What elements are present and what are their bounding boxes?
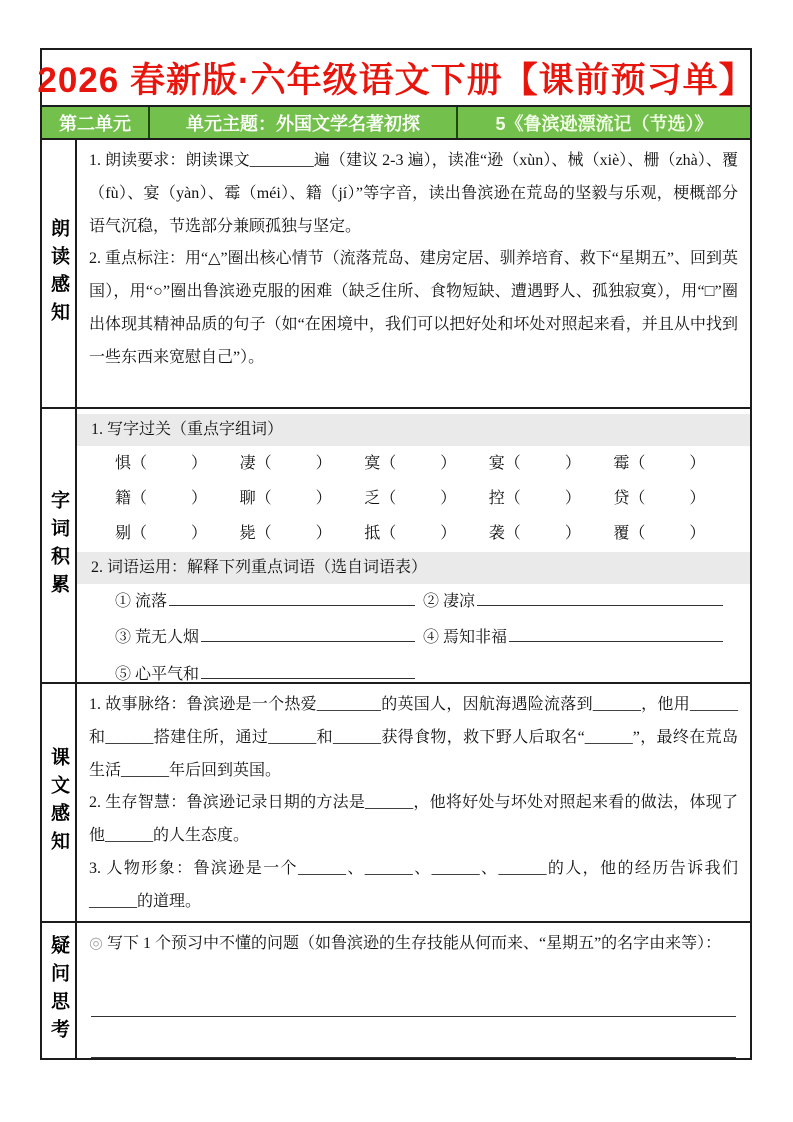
char-fill-cell: [115, 481, 240, 516]
page-title: 2026 春新版·六年级语文下册【课前预习单】: [37, 60, 755, 100]
section-question-thinking: [42, 923, 750, 1058]
target-char: 凄: [239, 455, 256, 472]
paren-close: ）: [564, 525, 581, 543]
char-fill-cell: [364, 516, 489, 551]
paren-open: （: [131, 525, 148, 543]
section-label-reading: 朗读感知: [48, 217, 69, 330]
paren-open: （: [504, 525, 521, 543]
char-fill-cell: [364, 481, 489, 516]
story-outline-paragraph: 1. 故事脉络：鲁滨逊是一个热爱________的英国人，因航海遇险流落到______，他用______和______搭建住所，通过______和______获得食物，救下野人后取名“______”，最终在荒岛生活______年后回到英国。: [89, 696, 738, 779]
text-sense-content: [77, 684, 750, 921]
section-label-col: [42, 923, 77, 1058]
char-fill-cell: [489, 446, 614, 481]
char-fill-cell: [115, 516, 240, 551]
term-item: [115, 657, 423, 682]
char-fill-cell: [240, 516, 365, 551]
target-char: 籍: [115, 490, 132, 508]
question-prompt-text: 写下 1 个预习中不懂的问题（如鲁滨逊的生存技能从何而来、“星期五”的名字由来等）：: [106, 935, 722, 952]
char-fill-cell: [613, 516, 738, 551]
char-row: [89, 516, 738, 551]
unit-theme-cell: 单元主题：外国文学名著初探: [150, 107, 458, 138]
char-fill-cell: [613, 481, 738, 516]
section-label-col: [42, 409, 77, 682]
questions-content: [77, 923, 750, 1058]
paren-open: （: [255, 490, 272, 508]
term-label: ① 流落: [115, 592, 168, 610]
paren-open: （: [131, 490, 148, 508]
char-row: [89, 481, 738, 516]
term-item: [115, 620, 423, 657]
reading-requirement-paragraph: 1. 朗读要求：朗读课文________遍（建议 2-3 遍），读准“逊（xùn）、械（xiè）、栅（zhà）、覆（fù）、宴（yàn）、霉（méi）、籍（jí）”等字音，读出鲁滨逊在荒岛的坚毅与乐观，梗概部分语气沉稳，节选部分兼顾孤独与坚定。: [89, 152, 738, 235]
term-label: ③ 荒无人烟: [115, 629, 200, 647]
paren-close: ）: [191, 455, 208, 472]
paren-close: ）: [564, 455, 581, 472]
term-item: [423, 584, 731, 621]
writing-task-header: 1. 写字过关（重点字组词）: [77, 414, 750, 446]
target-char: 聊: [239, 490, 256, 508]
paren-close: ）: [564, 490, 581, 508]
paren-open: （: [629, 490, 646, 508]
terms-grid: [89, 584, 738, 682]
worksheet-table: [37, 48, 755, 1060]
term-label: ④ 焉知非福: [423, 629, 508, 647]
paren-open: （: [255, 455, 272, 472]
term-blank-line: [169, 590, 415, 606]
paren-open: （: [255, 525, 272, 543]
unit-cell: 第二单元: [42, 107, 150, 138]
survival-wisdom-paragraph: 2. 生存智慧：鲁滨逊记录日期的方法是______，他将好处与坏处对照起来看的做法，体现了他______的人生态度。: [89, 794, 738, 845]
char-fill-cell: [613, 446, 738, 481]
paren-open: （: [380, 525, 397, 543]
char-row: [89, 446, 738, 481]
paren-close: ）: [440, 490, 457, 508]
section-label-text-sense: 课文感知: [48, 746, 69, 859]
unit-header-bar: [42, 107, 750, 140]
term-blank-line: [509, 626, 723, 642]
section-label-questions: 疑问思考: [48, 934, 69, 1047]
title-row: [37, 50, 755, 107]
target-char: 霉: [613, 455, 630, 472]
section-label-col: [42, 684, 77, 921]
paren-open: （: [629, 525, 646, 543]
term-blank-line: [201, 663, 415, 679]
paren-close: ）: [191, 490, 208, 508]
character-image-paragraph: 3. 人物形象：鲁滨逊是一个______、______、______、______的人，他的经历告诉我们______的道理。: [89, 859, 738, 910]
target-char: 贷: [613, 490, 630, 508]
char-fill-cell: [240, 446, 365, 481]
paren-open: （: [504, 490, 521, 508]
paren-close: ）: [315, 490, 332, 508]
reading-annotation-paragraph: 2. 重点标注：用“△”圈出核心情节（流落荒岛、建房定居、驯养培育、救下“星期五”、回到英国），用“○”圈出鲁滨逊克服的困难（缺乏住所、食物短缺、遭遇野人、孤独寂寞），用“□”圈出体现其精神品质的句子（如“在困境中，我们可以把好处和坏处对照起来看，并且从中找到一些东西来宽慰自己”）。: [89, 250, 738, 366]
target-char: 剔: [115, 525, 132, 543]
paren-close: ）: [689, 490, 706, 508]
char-fill-cell: [115, 446, 240, 481]
words-content: [77, 409, 750, 682]
paren-close: ）: [191, 525, 208, 543]
target-char: 寞: [364, 455, 381, 472]
reading-content: [77, 140, 750, 407]
section-reading-perception: [42, 140, 750, 409]
term-item: [423, 620, 731, 657]
term-label: ⑤ 心平气和: [115, 666, 200, 682]
term-item: [115, 584, 423, 621]
paren-open: （: [131, 455, 148, 472]
section-label-words: 字词积累: [48, 489, 69, 602]
target-char: 抵: [364, 525, 381, 543]
target-char: 毙: [239, 525, 256, 543]
paren-close: ）: [440, 455, 457, 472]
section-text-perception: [42, 684, 750, 923]
paren-close: ）: [689, 525, 706, 543]
char-fill-cell: [240, 481, 365, 516]
target-char: 覆: [613, 525, 630, 543]
question-prompt: [89, 928, 738, 961]
char-fill-cell: [364, 446, 489, 481]
paren-open: （: [380, 455, 397, 472]
paren-open: （: [504, 455, 521, 472]
circle-bullet-icon: ◎: [89, 935, 103, 952]
word-usage-task-header: 2. 词语运用：解释下列重点词语（选自词语表）: [77, 552, 750, 584]
target-char: 控: [488, 490, 505, 508]
paren-close: ）: [440, 525, 457, 543]
paren-close: ）: [315, 525, 332, 543]
target-char: 宴: [488, 455, 505, 472]
section-word-accumulation: [42, 409, 750, 684]
char-fill-cell: [489, 481, 614, 516]
lesson-title-cell: 5《鲁滨逊漂流记（节选）》: [495, 113, 713, 134]
term-label: ② 凄凉: [423, 592, 476, 610]
target-char: 袭: [488, 525, 505, 543]
target-char: 乏: [364, 490, 381, 508]
answer-blank-line: [91, 1017, 736, 1058]
section-label-col: [42, 140, 77, 407]
paren-open: （: [629, 455, 646, 472]
term-blank-line: [201, 626, 415, 642]
paren-close: ）: [315, 455, 332, 472]
char-fill-cell: [489, 516, 614, 551]
target-char: 惧: [115, 455, 132, 472]
term-blank-line: [477, 590, 723, 606]
paren-close: ）: [689, 455, 706, 472]
answer-blank-line: [91, 976, 736, 1017]
paren-open: （: [380, 490, 397, 508]
